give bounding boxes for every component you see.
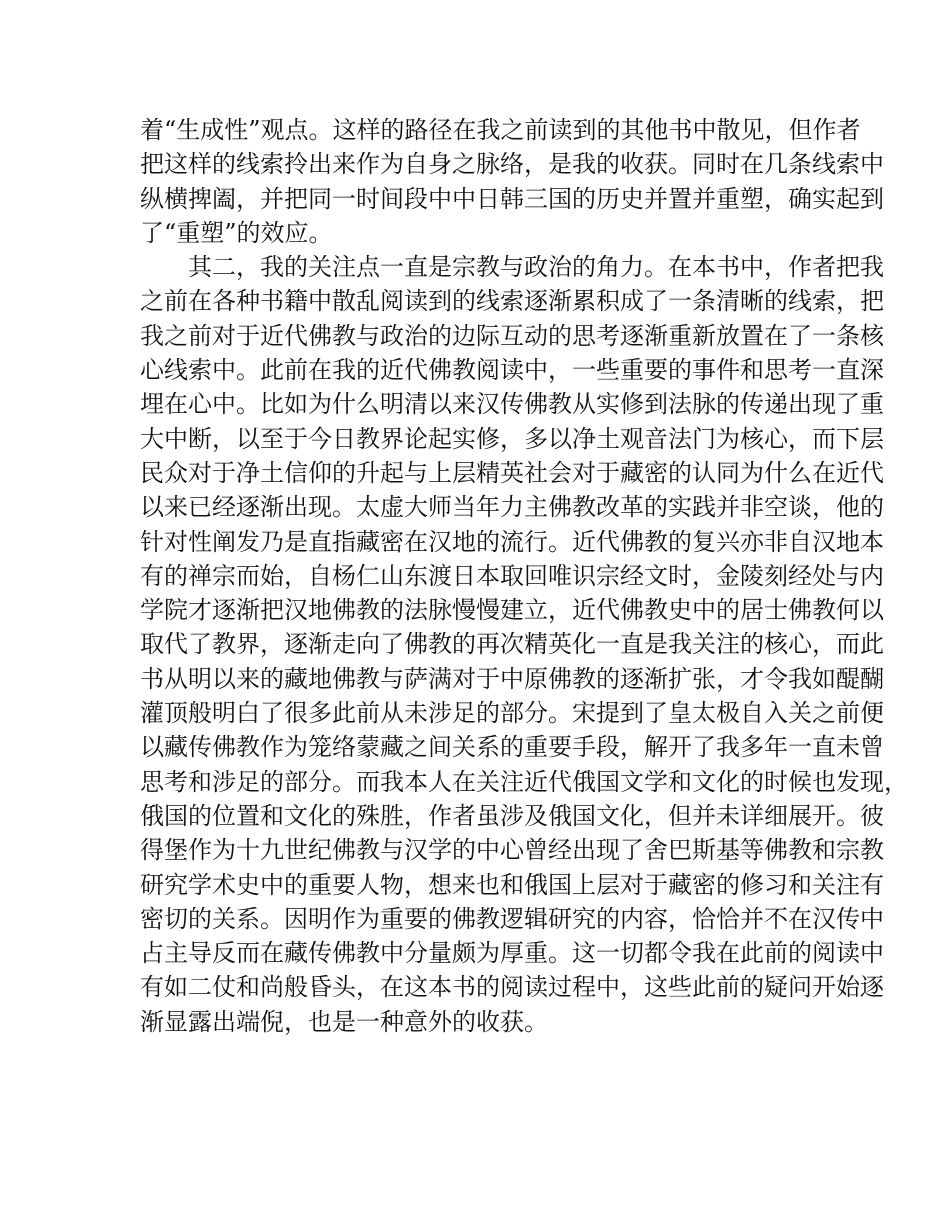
text-line: 把这样的线索拎出来作为自身之脉络，是我的收获。同时在几条线索中	[140, 150, 884, 179]
text-line: 我之前对于近代佛教与政治的边际互动的思考逐渐重新放置在了一条核	[140, 321, 884, 350]
text-line: 学院才逐渐把汉地佛教的法脉慢慢建立，近代佛教史中的居士佛教何以	[140, 596, 884, 625]
text-line: 取代了教界，逐渐走向了佛教的再次精英化一直是我关注的核心，而此	[140, 630, 884, 659]
text-line: 以藏传佛教作为笼络蒙藏之间关系的重要手段，解开了我多年一直未曾	[140, 733, 884, 762]
body-text	[140, 113, 908, 1039]
text-line: 渐显露出端倪，也是一种意外的收获。	[140, 1007, 548, 1036]
text-line: 研究学术史中的重要人物，想来也和俄国上层对于藏密的修习和关注有	[140, 870, 884, 899]
text-line: 以来已经逐渐出现。太虚大师当年力主佛教改革的实践并非空谈，他的	[140, 493, 884, 522]
text-line: 得堡作为十九世纪佛教与汉学的中心曾经出现了舍巴斯基等佛教和宗教	[140, 836, 884, 865]
text-line: 有如二仗和尚般昏头，在这本书的阅读过程中，这些此前的疑问开始逐	[140, 973, 884, 1002]
text-line: 着“生成性”观点。这样的路径在我之前读到的其他书中散见，但作者	[140, 116, 861, 144]
text-line: 书从明以来的藏地佛教与萨满对于中原佛教的逐渐扩张，才令我如醍醐	[140, 664, 884, 693]
text-line: 纵横捭阖，并把同一时间段中中日韩三国的历史并置并重塑，确实起到	[140, 184, 884, 213]
text-line: 俄国的位置和文化的殊胜，作者虽涉及俄国文化，但并未详细展开。彼	[140, 801, 884, 830]
text-line: 大中断，以至于今日教界论起实修，多以净土观音法门为核心，而下层	[140, 424, 884, 453]
text-line: 民众对于净土信仰的升起与上层精英社会对于藏密的认同为什么在近代	[140, 458, 884, 487]
paragraph-1	[140, 113, 884, 250]
text-line: 其二，我的关注点一直是宗教与政治的角力。在本书中，作者把我	[140, 253, 884, 282]
text-line: 密切的关系。因明作为重要的佛教逻辑研究的内容，恰恰并不在汉传中	[140, 904, 884, 933]
text-line: 思考和涉足的部分。而我本人在关注近代俄国文学和文化的时候也发现，	[140, 767, 908, 796]
text-line: 之前在各种书籍中散乱阅读到的线索逐渐累积成了一条清晰的线索，把	[140, 287, 884, 316]
paragraph-2	[140, 250, 908, 1039]
text-line: 有的禅宗而始，自杨仁山东渡日本取回唯识宗经文时，金陵刻经处与内	[140, 561, 884, 590]
text-line: 针对性阐发乃是直指藏密在汉地的流行。近代佛教的复兴亦非自汉地本	[140, 527, 884, 556]
text-line: 埋在心中。比如为什么明清以来汉传佛教从实修到法脉的传递出现了重	[140, 390, 884, 419]
text-line: 占主导反而在藏传佛教中分量颇为厚重。这一切都令我在此前的阅读中	[140, 939, 884, 968]
text-line: 了“重塑”的效应。	[140, 218, 333, 247]
text-line: 心线索中。此前在我的近代佛教阅读中，一些重要的事件和思考一直深	[140, 356, 884, 385]
text-line: 灌顶般明白了很多此前从未涉足的部分。宋提到了皇太极自入关之前便	[140, 699, 884, 728]
